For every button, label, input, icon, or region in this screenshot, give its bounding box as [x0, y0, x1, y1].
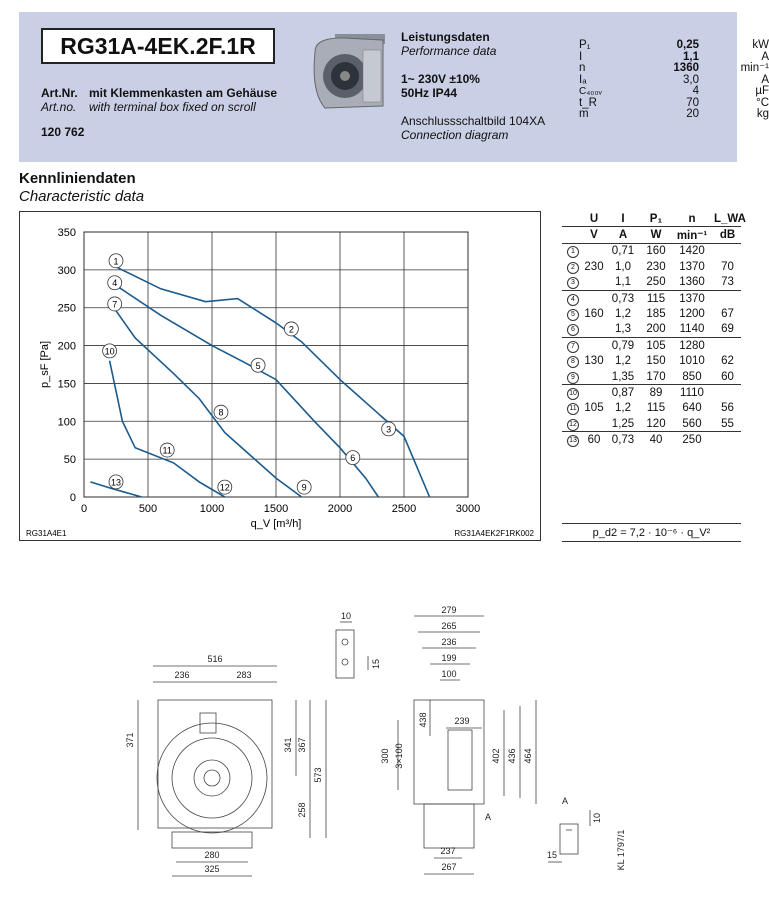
fan-photo [305, 32, 391, 114]
table-cell: 230 [584, 260, 604, 273]
bracket-detail [336, 630, 354, 678]
marker-label: 11 [162, 445, 172, 456]
table-row [562, 322, 741, 338]
curve-marker [251, 358, 265, 372]
article-number: 120 762 [41, 125, 85, 139]
row-number-marker: 6 [567, 324, 579, 336]
curve-marker [103, 344, 117, 358]
section-title [19, 170, 144, 206]
table-cell: dB [719, 229, 736, 242]
table-cell: 1,2 [615, 308, 631, 321]
curve-marker [160, 443, 174, 457]
y-tick-label: 300 [57, 264, 76, 277]
table-cell: 0,73 [611, 434, 635, 447]
spec-value: 0,25 [676, 39, 699, 51]
x-tick-label: 2500 [391, 503, 417, 515]
x-tick-label: 500 [138, 503, 158, 515]
table-row [562, 291, 741, 306]
chart-footer-left: RG31A4E1 [26, 529, 67, 538]
row-number-marker: 8 [567, 356, 579, 368]
spec-unit: µF [755, 85, 769, 97]
artno-label-en: Art.no. [41, 100, 77, 114]
table-cell: 1110 [680, 386, 704, 399]
dimension-label: 15 [371, 658, 381, 670]
dimension-label: 341 [283, 737, 293, 753]
table-cell [562, 433, 584, 447]
dimension-label: 464 [523, 748, 533, 764]
view-label-a: A [484, 812, 492, 822]
table-cell: 200 [646, 323, 666, 336]
table-cell [562, 307, 584, 321]
table-cell [562, 386, 584, 400]
row-number-marker: 5 [567, 309, 579, 321]
row-number-marker: 13 [567, 435, 579, 447]
y-axis-label: p_sF [Pa] [39, 340, 51, 389]
dimension-label: 280 [204, 850, 220, 860]
table-cell [562, 244, 584, 258]
marker-label: 8 [218, 407, 224, 418]
spec-unit: A [761, 50, 769, 63]
y-tick-label: 100 [57, 416, 76, 429]
marker-label: 3 [386, 424, 392, 435]
table-cell: min⁻¹ [676, 230, 708, 243]
y-tick-label: 350 [57, 227, 76, 239]
table-cell: L_WA [714, 212, 746, 225]
spec-value: 1,1 [683, 50, 699, 63]
curve-marker [218, 480, 232, 494]
table-row [562, 369, 741, 385]
table-cell: 1140 [679, 323, 705, 336]
dimension-label: 436 [507, 748, 517, 764]
x-tick-label: 1000 [199, 503, 225, 515]
dimension-label: 258 [297, 802, 307, 818]
scroll-outer [157, 723, 267, 833]
table-cell: 105 [584, 402, 604, 415]
table-cell [562, 322, 584, 336]
spec-unit: kW [752, 39, 769, 51]
spec-value: 20 [686, 108, 699, 120]
curve-marker [109, 475, 123, 489]
dimension-label: 325 [204, 864, 220, 874]
curve-marker [109, 254, 123, 268]
series-line [110, 302, 302, 497]
table-row [562, 275, 741, 291]
spec-list [579, 40, 769, 121]
table-cell: 40 [649, 434, 663, 447]
curve-marker [108, 297, 122, 311]
dimension-label: 283 [236, 670, 252, 680]
marker-label: 12 [219, 482, 230, 493]
marker-label: 13 [110, 477, 122, 488]
spec-value: 70 [686, 96, 699, 109]
spec-value: 1360 [673, 62, 699, 74]
spec-row [579, 109, 769, 121]
table-cell [562, 354, 584, 368]
y-tick-label: 150 [57, 378, 76, 391]
table-row [562, 432, 741, 447]
fan-housing [158, 700, 272, 828]
curve-marker [108, 276, 122, 290]
table-cell: 1370 [679, 260, 705, 273]
marker-label: 2 [288, 324, 294, 335]
table-cell: 1,0 [615, 260, 631, 273]
table-cell: 1,25 [611, 417, 635, 430]
curve-marker [382, 422, 396, 436]
curve-marker [214, 405, 228, 419]
y-tick-label: 200 [57, 340, 76, 353]
impeller-side [448, 730, 472, 790]
spec-value: 3,0 [683, 73, 699, 86]
dimension-drawing [0, 600, 744, 900]
spec-row [579, 75, 769, 87]
marker-label: 5 [255, 360, 261, 371]
voltage: 1~ 230V ±10% [401, 72, 480, 86]
drawing-code: KL 1797/1 [616, 829, 626, 871]
perf-title-en: Performance data [401, 44, 497, 58]
x-tick-label: 1500 [263, 503, 289, 515]
x-tick-label: 2000 [327, 503, 353, 515]
dimension-label: 371 [125, 732, 135, 748]
table-cell: 73 [721, 276, 734, 289]
marker-label: 9 [301, 482, 307, 493]
header-panel [19, 12, 769, 162]
table-cell: 1,35 [611, 370, 635, 383]
table-row [562, 385, 741, 400]
connection-de: Anschlussschaltbild 104XA [401, 114, 546, 128]
spec-symbol: C₄₀₀ᵥ [579, 86, 602, 97]
table-cell: A [618, 229, 628, 242]
table-cell: 55 [721, 417, 734, 430]
table-cell: 62 [721, 355, 734, 368]
spec-row [579, 63, 769, 75]
dimension-label: 10 [592, 812, 602, 824]
spec-unit: °C [756, 96, 769, 109]
perf-title-de: Leistungsdaten [401, 30, 490, 44]
table-cell: 0,87 [611, 386, 635, 399]
dimension-label: 367 [297, 737, 307, 753]
article-description [41, 86, 277, 114]
marker-label: 7 [112, 299, 118, 310]
table-unit-row [562, 226, 741, 243]
table-cell: 115 [646, 292, 666, 305]
dimension-label: 3×100 [394, 743, 404, 769]
dimension-label: 279 [441, 605, 457, 615]
spec-symbol: n [579, 62, 586, 74]
inlet-ring [194, 760, 230, 796]
table-row [562, 306, 741, 321]
table-row [562, 338, 741, 353]
table-cell: 1,1 [615, 276, 631, 289]
dimension-label: 10 [340, 611, 352, 621]
table-cell: 230 [646, 260, 666, 273]
table-cell: 0,71 [611, 245, 635, 258]
table-header-row [562, 211, 746, 226]
artno-desc-en: with terminal box fixed on scroll [89, 100, 256, 114]
dimension-label: 516 [207, 654, 223, 664]
dimension-label: 573 [313, 767, 323, 783]
table-cell [562, 275, 584, 289]
model-title: RG31A-4EK.2F.1R [41, 28, 275, 64]
view-label-a: A [561, 796, 569, 806]
dimension-label: 300 [380, 748, 390, 764]
frequency: 50Hz IP44 [401, 86, 458, 100]
table-cell: 160 [646, 245, 666, 258]
dimension-label: 237 [440, 846, 456, 856]
section-title-en: Characteristic data [19, 188, 145, 205]
table-cell: 850 [682, 370, 702, 383]
data-table [562, 211, 746, 448]
table-cell: 560 [682, 417, 702, 430]
table-cell: 69 [721, 323, 734, 336]
table-cell: 1010 [679, 355, 705, 368]
hub [204, 770, 220, 786]
table-cell: V [590, 229, 598, 242]
table-cell [562, 401, 584, 415]
spec-unit: kg [756, 108, 769, 120]
table-cell: 56 [721, 402, 734, 415]
dimension-label: 100 [441, 669, 457, 679]
table-cell: 1370 [679, 292, 705, 305]
x-axis-label: q_V [m³/h] [250, 518, 302, 530]
series-line [110, 264, 430, 497]
table-cell: 1360 [679, 276, 705, 289]
table-cell: 170 [646, 370, 666, 383]
table-cell: 0,73 [611, 292, 635, 305]
marker-label: 4 [112, 278, 118, 289]
artno-label-de: Art.Nr. [41, 86, 78, 100]
table-cell: W [650, 229, 662, 242]
row-number-marker: 12 [567, 419, 579, 431]
y-tick-label: 50 [63, 454, 76, 467]
dimension-label: 438 [418, 712, 428, 728]
table-cell [562, 370, 584, 384]
table-cell: 1200 [679, 308, 705, 321]
row-number-marker: 4 [567, 294, 579, 306]
row-number-marker: 1 [567, 246, 579, 258]
series-line [110, 361, 225, 497]
marker-label: 6 [350, 453, 356, 464]
table-cell: 0,79 [611, 339, 635, 352]
row-number-marker: 10 [567, 388, 579, 400]
chart-footer-right: RG31A4EK2F1RK002 [454, 529, 534, 538]
spec-row [579, 98, 769, 110]
dimension-label: 199 [441, 653, 457, 663]
spec-value: 4 [692, 85, 699, 97]
table-cell [562, 417, 584, 431]
table-cell: 130 [584, 355, 604, 368]
table-cell: 89 [649, 386, 663, 399]
bracket-hole [342, 639, 348, 645]
y-tick-label: 0 [69, 492, 76, 504]
spec-symbol: Iₐ [579, 73, 587, 86]
dimension-label: 402 [491, 748, 501, 764]
table-cell: P₁ [649, 212, 663, 225]
table-cell: 150 [646, 355, 666, 368]
table-cell: 120 [646, 417, 666, 430]
x-tick-label: 3000 [455, 503, 481, 515]
side-base [424, 804, 474, 848]
curve-marker [346, 451, 360, 465]
dimension-label: 265 [441, 621, 457, 631]
pressure-formula: p_d2 = 7,2 · 10⁻⁶ · q_V² [562, 523, 741, 542]
table-cell: U [589, 212, 599, 225]
chart-frame [19, 211, 541, 541]
table-row [562, 354, 741, 369]
dimension-label: 239 [454, 716, 470, 726]
curve-marker [284, 322, 298, 336]
table-cell: 250 [646, 276, 666, 289]
x-tick-label: 0 [80, 503, 88, 515]
table-row [562, 416, 741, 432]
table-cell: 1,2 [615, 355, 631, 368]
row-number-marker: 11 [567, 403, 579, 415]
table-cell: 70 [721, 260, 734, 273]
table-cell: 1,3 [615, 323, 631, 336]
table-cell [562, 260, 584, 274]
table-row [562, 401, 741, 416]
row-number-marker: 9 [567, 372, 579, 384]
table-cell: 1280 [679, 339, 705, 352]
y-tick-label: 250 [57, 302, 76, 315]
spec-row [579, 40, 769, 52]
spec-symbol: m [579, 108, 589, 120]
artno-desc-de: mit Klemmenkasten am Gehäuse [89, 86, 278, 100]
table-row [562, 259, 741, 274]
slot-detail [560, 824, 578, 854]
dimension-label: 267 [441, 862, 457, 872]
base-plate [172, 832, 252, 848]
table-cell [562, 292, 584, 306]
table-row [562, 244, 741, 259]
connection-en: Connection diagram [401, 128, 509, 142]
table-cell: I [621, 212, 625, 225]
table-cell [562, 339, 584, 353]
spec-symbol: P₁ [579, 39, 591, 51]
table-cell: n [688, 212, 696, 225]
dimension-label: 236 [441, 637, 457, 647]
marker-label: 1 [113, 256, 119, 267]
dimension-label: 15 [546, 850, 558, 860]
marker-label: 10 [104, 346, 115, 357]
row-number-marker: 2 [567, 262, 579, 274]
table-cell: 60 [587, 434, 601, 447]
curve-marker [297, 480, 311, 494]
bracket-hole [342, 659, 348, 665]
table-cell: 185 [646, 308, 666, 321]
row-number-marker: 3 [567, 277, 579, 289]
table-cell: 1420 [679, 245, 705, 258]
table-cell: 160 [584, 308, 604, 321]
spec-unit: A [761, 73, 769, 86]
spec-symbol: t_R [579, 96, 597, 109]
table-cell: 67 [721, 308, 734, 321]
spec-unit: min⁻¹ [740, 62, 769, 74]
table-cell: 1,2 [615, 402, 631, 415]
table-cell: 105 [646, 339, 666, 352]
scroll-inner [172, 738, 252, 818]
table-cell: 60 [721, 370, 734, 383]
spec-row [579, 86, 769, 98]
row-number-marker: 7 [567, 341, 579, 353]
table-cell: 250 [682, 434, 702, 447]
table-cell: 640 [682, 402, 702, 415]
spec-symbol: I [579, 50, 583, 63]
characteristic-chart [20, 212, 540, 540]
section-title-de: Kennliniendaten [19, 170, 136, 187]
performance-info [401, 30, 545, 142]
table-cell: 115 [646, 402, 666, 415]
dimension-label: 236 [174, 670, 190, 680]
series-line [110, 281, 379, 497]
